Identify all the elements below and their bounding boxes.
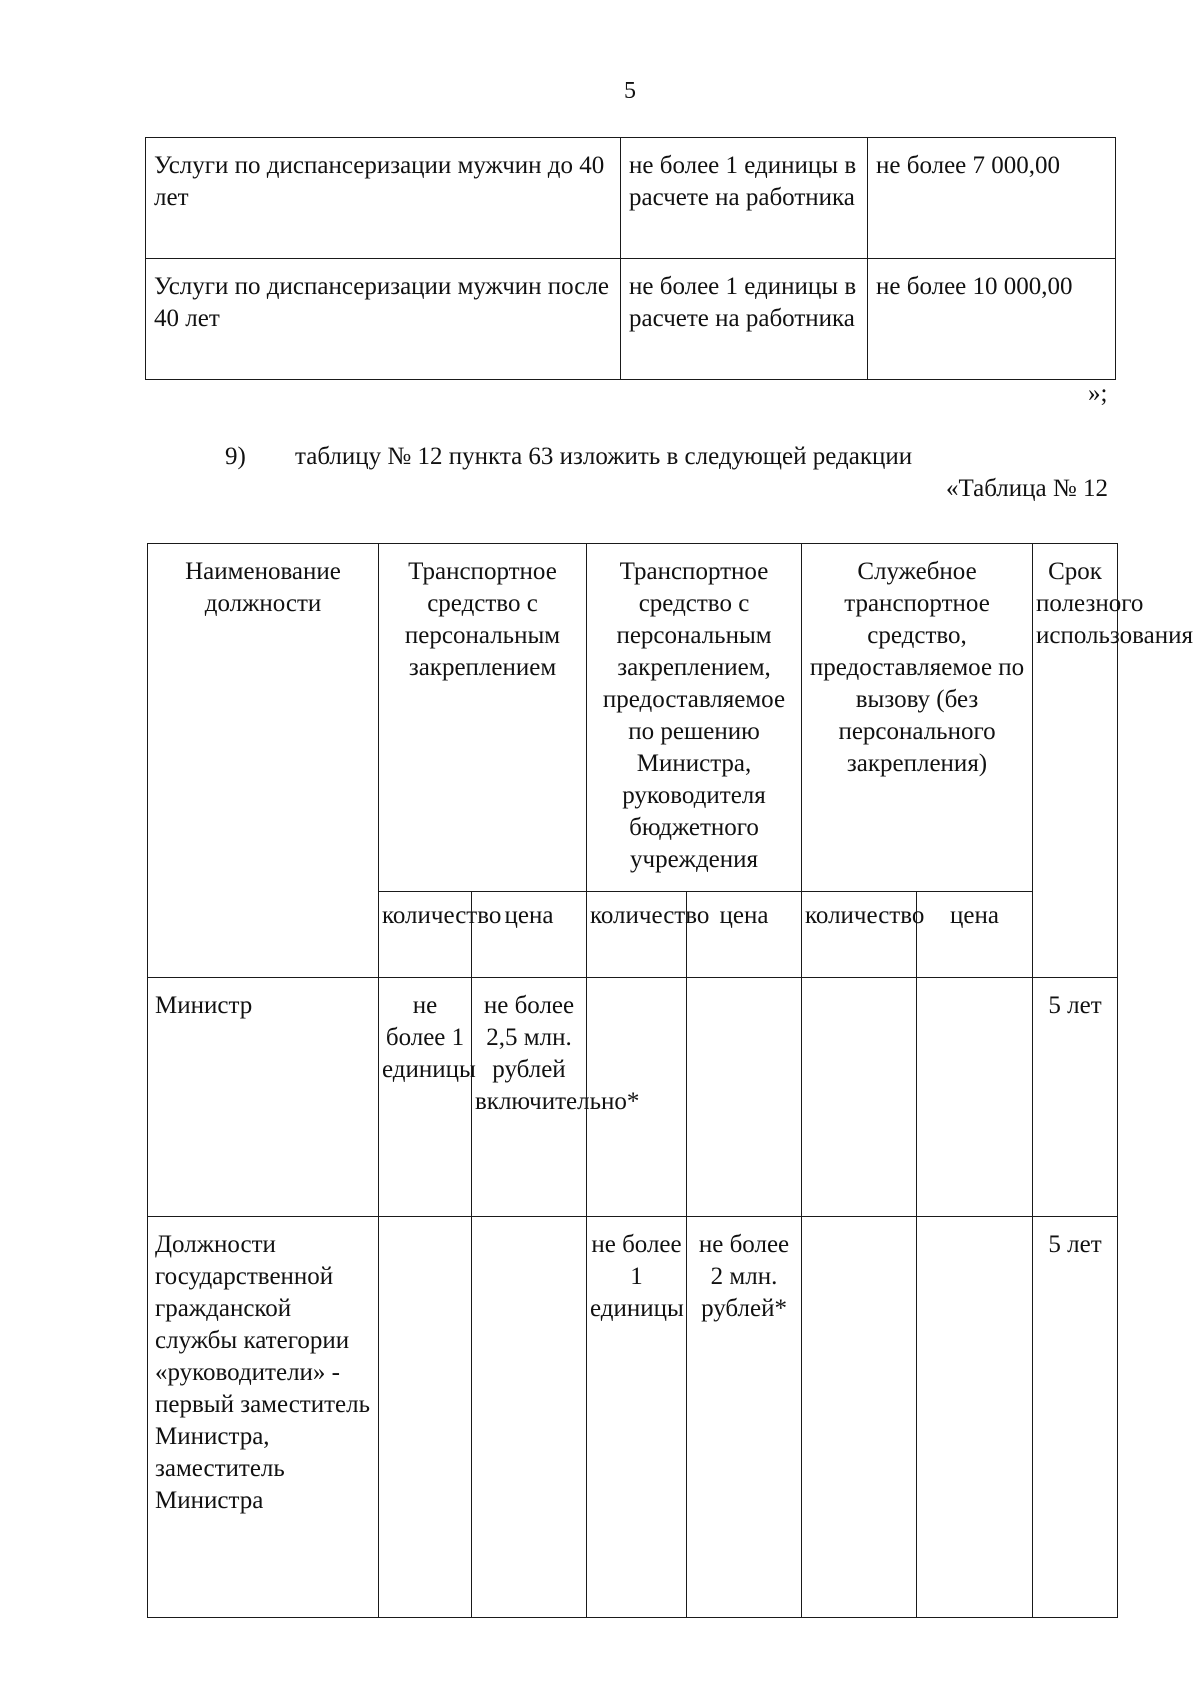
table-row	[146, 138, 1116, 259]
quantity-cell: не более 1 единицы	[587, 1217, 687, 1618]
item-text: таблицу № 12 пункта 63 изложить в следующей редакции	[295, 443, 913, 470]
price-cell: не более 2,5 млн. рублей включительно*	[472, 978, 587, 1217]
price-cell	[917, 978, 1033, 1217]
quantity-cell: не более 1 единицы в расчете на работника	[621, 259, 868, 380]
price-cell	[472, 1217, 587, 1618]
quantity-cell: не более 1 единицы	[379, 978, 472, 1217]
service-name-cell: Услуги по диспансеризации мужчин после 40 лет	[146, 259, 621, 380]
quantity-cell	[802, 978, 917, 1217]
header-personal-vehicle-decision: Транспортное средство с персональным закреплением, предоставляемое по решению Министра, руководителя бюджетного учреждения	[587, 544, 802, 892]
medical-services-table	[145, 137, 1116, 380]
header-price: цена	[472, 892, 587, 978]
closing-quote: »;	[1088, 380, 1108, 407]
table-row	[146, 259, 1116, 380]
header-quantity: количество	[379, 892, 472, 978]
header-service-vehicle: Служебное транспортное средство, предоставляемое по вызову (без персонального закрепления)	[802, 544, 1033, 892]
page-number: 5	[624, 78, 636, 104]
header-quantity: количество	[802, 892, 917, 978]
position-cell: Должности государственной гражданской службы категории «руководители» - первый заместитель Министра, заместитель Министра	[148, 1217, 379, 1618]
quantity-cell	[379, 1217, 472, 1618]
header-price: цена	[917, 892, 1033, 978]
position-cell: Министр	[148, 978, 379, 1217]
header-position: Наименование должности	[148, 544, 379, 978]
price-cell: не более 7 000,00	[868, 138, 1116, 259]
table-row	[148, 978, 1118, 1217]
transport-norms-table	[147, 543, 1193, 1618]
price-cell: не более 2 млн. рублей*	[687, 1217, 802, 1618]
useful-life-cell: 5 лет	[1033, 1217, 1118, 1618]
header-quantity: количество	[587, 892, 687, 978]
header-useful-life: Срок полезного использования	[1033, 544, 1118, 978]
price-cell	[687, 978, 802, 1217]
header-personal-vehicle: Транспортное средство с персональным закреплением	[379, 544, 587, 892]
item-9-paragraph	[225, 443, 912, 471]
service-name-cell: Услуги по диспансеризации мужчин до 40 лет	[146, 138, 621, 259]
item-number: 9)	[225, 443, 246, 470]
price-cell: не более 10 000,00	[868, 259, 1116, 380]
useful-life-cell: 5 лет	[1033, 978, 1118, 1217]
price-cell	[917, 1217, 1033, 1618]
table-row	[148, 1217, 1118, 1618]
table-caption: «Таблица № 12	[945, 475, 1108, 502]
quantity-cell	[802, 1217, 917, 1618]
quantity-cell: не более 1 единицы в расчете на работника	[621, 138, 868, 259]
table-header-row	[148, 544, 1118, 892]
header-price: цена	[687, 892, 802, 978]
